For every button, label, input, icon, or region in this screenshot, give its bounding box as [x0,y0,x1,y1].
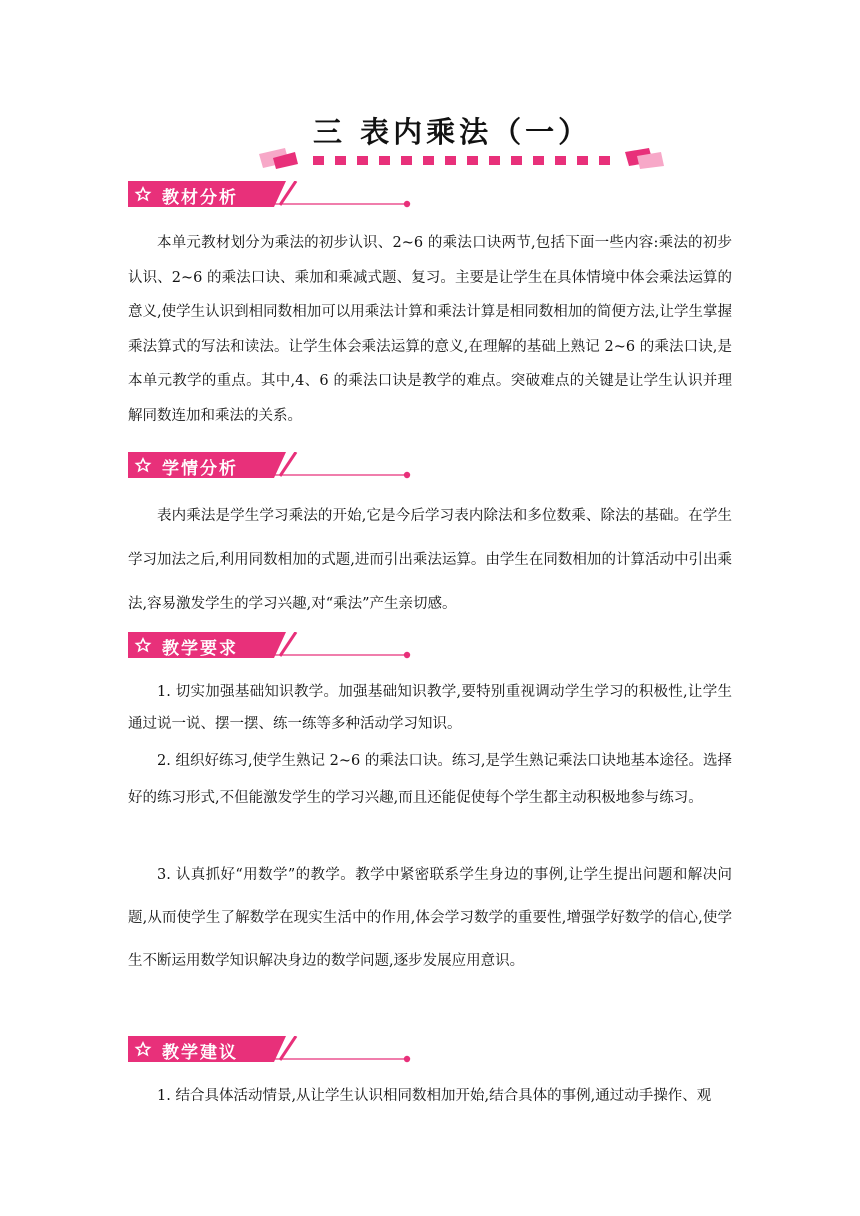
text-line: 学生掌握乘法算式的写法和读法。让学生体会乘法运算的意义,在理解的基础上熟记 2~6 的 [128,304,733,355]
paragraph [128,494,732,626]
title-decoration [255,148,665,170]
text-line: 1. 结合具体活动情景,从让学生认识相同数相加开始,结合具体的事例,通过动手操作、观 [157,1088,712,1104]
section-heading-label: 教学建议 [162,1043,238,1063]
section-heading-label: 教材分析 [162,188,238,208]
text-line: 学生认识并理解同数连加和乘法的关系。 [128,373,732,424]
section-heading-label: 学情分析 [162,459,238,479]
paragraph [128,226,732,433]
text-line: 2. 组织好练习,使学生熟记 2~6 的乘法口诀。练习,是学生熟记乘法口诀地基本途径。选 [157,753,718,769]
text-line: 信心,使学生不断运用数学知识解决身边的数学问题,逐步发展应用意识。 [128,910,733,969]
section-heading-label: 教学要求 [162,639,238,659]
text-line: 择好的练习形式,不但能激发学生的学习兴趣,而且还能促使每个学生都主动积极地参与练 [128,753,732,806]
text-line: 3. 认真抓好“用数学”的教学。教学中紧密联系学生身边的事例,让学生提出问题和解 [157,867,703,883]
requirement-item-3 [128,854,732,983]
section-heading-student-analysis [128,452,413,482]
text-line: 生通过说一说、摆一摆、练一练等多种活动学习知识。 [128,684,732,732]
section-heading-material-analysis [128,181,413,211]
suggestion-item-1 [128,1080,732,1112]
requirement-item-1 [128,676,732,740]
requirement-item-2 [128,743,732,817]
section-heading-teaching-requirements [128,632,413,662]
section-heading-teaching-suggestions [128,1036,413,1066]
text-line: 表内乘法是学生学习乘法的开始,它是今后学习表内除法和多位数乘、除法的基础。在 [157,508,703,524]
text-line: 1. 切实加强基础知识教学。加强基础知识教学,要特别重视调动学生学习的积极性,让学 [157,684,718,700]
title-block [255,108,665,168]
text-line: 本单元教材划分为乘法的初步认识、2~6 的乘法口诀两节,包括下面一些内容:乘法的初 [157,235,718,251]
text-line: 算的意义,使学生认识到相同数相加可以用乘法计算和乘法计算是相同数相加的简便方法,让 [128,269,732,320]
text-line: 习。 [673,790,703,806]
text-line: 中引出乘法,容易激发学生的学习兴趣,对“乘法”产生亲切感。 [128,552,733,612]
page-title: 三 表内乘法（一） [313,115,592,149]
text-line: 学生学习加法之后,利用同数相加的式题,进而引出乘法运算。由学生在同数相加的计算活动 [128,508,733,568]
text-line: 乘法口诀,是本单元教学的重点。其中,4、6 的乘法口诀是教学的难点。突破难点的关键是让 [128,338,732,389]
text-line: 决问题,从而使学生了解数学在现实生活中的作用,体会学习数学的重要性,增强学好数学的 [128,867,732,926]
text-line: 步认识、2~6 的乘法口诀、乘加和乘减式题、复习。主要是让学生在具体情境中体会乘法运 [128,235,732,286]
